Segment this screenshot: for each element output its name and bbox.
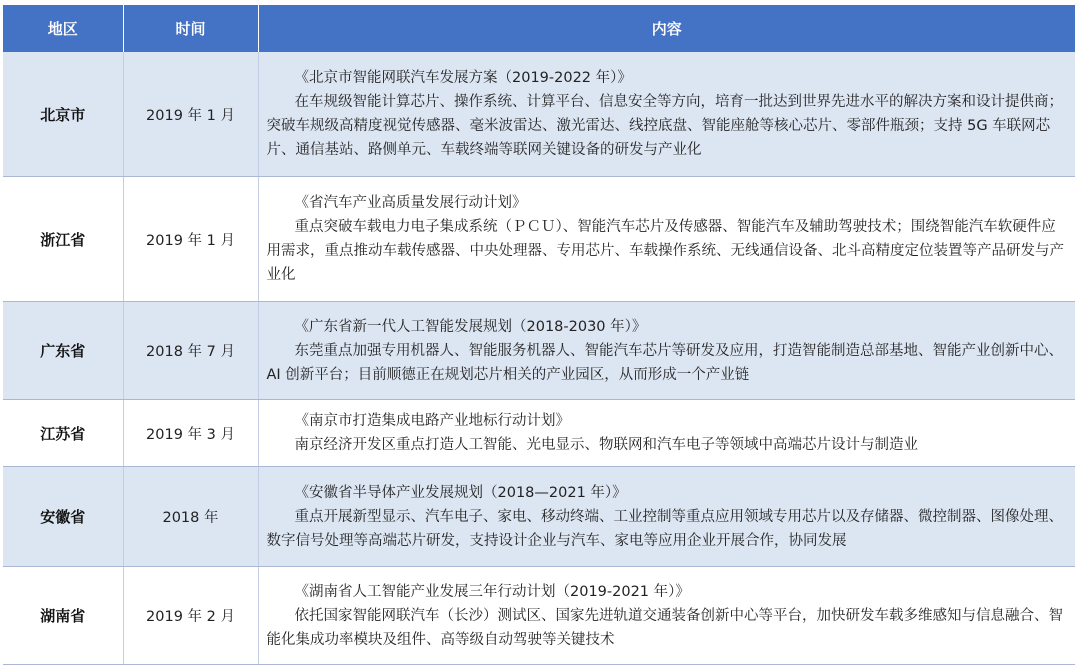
content-cell (258, 302, 1075, 400)
table-row (3, 467, 1075, 567)
table-header-row (3, 5, 1075, 52)
table-row (3, 177, 1075, 302)
policy-title: 《南京市打造集成电路产业地标行动计划》 (294, 413, 570, 429)
policy-description: 南京经济开发区重点打造人工智能、光电显示、物联网和汽车电子等领域中高端芯片设计与制造业 (294, 437, 918, 453)
time-cell: 2019 年 1 月 (123, 52, 258, 177)
header-content: 内容 (258, 5, 1075, 52)
table-row (3, 400, 1075, 467)
region-cell: 广东省 (3, 302, 123, 400)
policy-table (3, 5, 1075, 665)
time-cell: 2019 年 1 月 (123, 177, 258, 302)
region-cell: 北京市 (3, 52, 123, 177)
policy-description: 东莞重点加强专用机器人、智能服务机器人、智能汽车芯片等研发及应用，打造智能制造总部基地、智能产业创新中心、AI 创新平台；目前顺德正在规划芯片相关的产业园区，从而形成一个产业链 (266, 342, 1063, 383)
region-cell: 浙江省 (3, 177, 123, 302)
content-cell (258, 467, 1075, 567)
header-time: 时间 (123, 5, 258, 52)
policy-description: 重点突破车载电力电子集成系统（ＰＣＵ）、智能汽车芯片及传感器、智能汽车及辅助驾驶技术；围绕智能汽车软硬件应用需求，重点推动车载传感器、中央处理器、专用芯片、车载操作系统、无线通信设备、北斗高精度定位装置等产品研发与产业化 (266, 219, 1064, 283)
table-row (3, 52, 1075, 177)
policy-title: 《安徽省半导体产业发展规划（2018—2021 年）》 (294, 484, 627, 501)
policy-title: 《北京市智能网联汽车发展方案（2019-2022 年）》 (294, 70, 632, 86)
time-cell: 2019 年 2 月 (123, 567, 258, 665)
policy-description: 依托国家智能网联汽车（长沙）测试区、国家先进轨道交通装备创新中心等平台，加快研发车载多维感知与信息融合、智能化集成功率模块及组件、高等级自动驾驶等关键技术 (266, 607, 1063, 648)
policy-title: 《省汽车产业高质量发展行动计划》 (294, 195, 527, 211)
policy-description: 在车规级智能计算芯片、操作系统、计算平台、信息安全等方向，培育一批达到世界先进水平的解决方案和设计提供商；突破车规级高精度视觉传感器、毫米波雷达、激光雷达、线控底盘、智能座舱等核心芯片、零部件瓶颈；支持 5G 车联网芯片、通信基站、路侧单元、车载终端等联网关键设备的研发与产业化 (266, 94, 1063, 158)
content-cell (258, 567, 1075, 665)
content-cell (258, 400, 1075, 467)
header-region: 地区 (3, 5, 123, 52)
table-row (3, 302, 1075, 400)
content-cell (258, 52, 1075, 177)
region-cell: 湖南省 (3, 567, 123, 665)
time-cell: 2018 年 7 月 (123, 302, 258, 400)
policy-title: 《湖南省人工智能产业发展三年行动计划（2019-2021 年）》 (294, 583, 690, 600)
time-cell: 2019 年 3 月 (123, 400, 258, 467)
content-cell (258, 177, 1075, 302)
region-cell: 安徽省 (3, 467, 123, 567)
policy-description: 重点开展新型显示、汽车电子、家电、移动终端、工业控制等重点应用领域专用芯片以及存储器、微控制器、图像处理、数字信号处理等高端芯片研发，支持设计企业与汽车、家电等应用企业开展合作，协同发展 (266, 508, 1063, 549)
time-cell: 2018 年 (123, 467, 258, 567)
region-cell: 江苏省 (3, 400, 123, 467)
policy-title: 《广东省新一代人工智能发展规划（2018-2030 年）》 (294, 318, 647, 335)
table-row (3, 567, 1075, 665)
